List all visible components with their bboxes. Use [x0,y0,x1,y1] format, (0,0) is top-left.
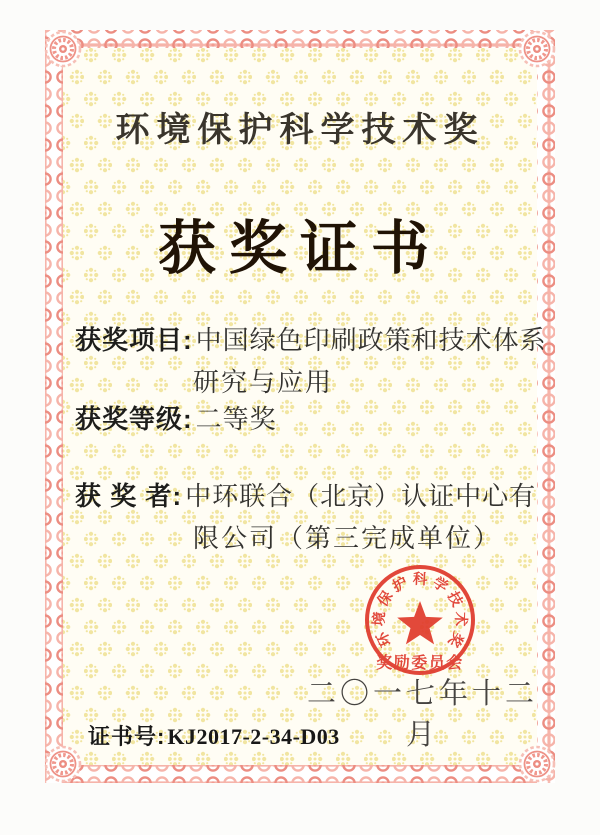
border-bottom [45,765,555,783]
field-project-label: 获奖项目: [75,325,193,355]
certificate-number [88,720,340,751]
field-grade-value: 二等奖 [195,405,277,434]
field-project-value-line2: 研究与应用 [193,368,334,397]
red-star-icon [397,601,443,644]
certificate-number-label: 证书号: [88,724,166,749]
field-winner-row [75,476,536,513]
award-title: 环境保护科学技术奖 [115,112,485,149]
certificate-heading: 获奖证书 [157,216,442,281]
seal-arc-text: 环境保护科学技术奖 [371,571,469,653]
field-winner-label: 获 奖 者: [75,481,183,511]
field-grade-label: 获奖等级: [75,404,193,434]
seal-bottom-text: 奖励委员会 [376,655,464,672]
field-grade-row [75,399,277,436]
field-winner-value-line1: 中环联合（北京）认证中心有 [185,482,537,511]
certificate-number-value: KJ2017-2-34-D03 [167,724,340,749]
field-winner-value-line2: 限公司（第三完成单位） [193,524,502,553]
issue-date: 二〇一七年十二月 [306,678,538,751]
border-top [45,30,555,48]
field-project-value-line1: 中国绿色印刷政策和技术体系 [195,326,547,355]
field-project-row [75,320,547,357]
